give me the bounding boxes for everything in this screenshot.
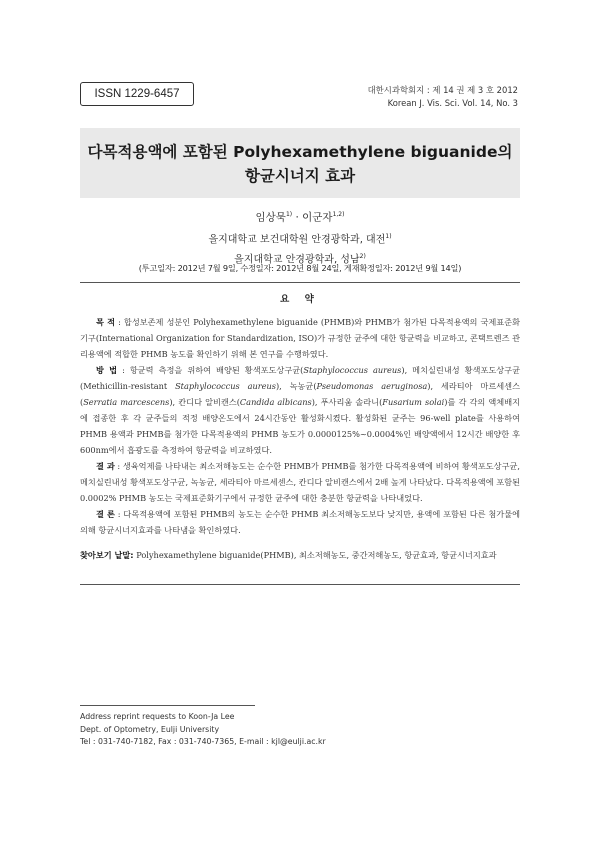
method-text: ), 푸사리움 솔라니( xyxy=(311,397,383,407)
author-1: 임상묵 xyxy=(255,211,286,224)
conclusion-text: : 다목적용액에 포함된 PHMB의 농도는 순수한 PHMB 최소저해농도보다 낮지만, 용액에 포함된 다른 첨가물에 의해 항균시너지효과를 나타냄을 확인하였다. xyxy=(80,509,521,535)
result-label: 결 과 xyxy=(96,461,115,471)
title-line-2: 항균시너지 효과 xyxy=(244,167,356,185)
method-text: ), 녹농균( xyxy=(275,381,317,391)
submission-dates: (투고일자: 2012년 7월 9일, 수정일자: 2012년 8월 24일, 게재확정일자: 2012년 9월 14일) xyxy=(138,263,462,273)
journal-english: Korean J. Vis. Sci. Vol. 14, No. 3 xyxy=(387,98,518,108)
purpose-label: 목 적 xyxy=(96,317,116,327)
affiliation-1-mark: 1) xyxy=(385,232,392,240)
title-line-1: 다목적용액에 포함된 Polyhexamethylene biguanide의 xyxy=(87,143,513,161)
method-text: ), 칸디다 알비캔스( xyxy=(169,397,240,407)
author-separator: · xyxy=(292,211,303,224)
footnote-line-3: Tel : 031-740-7182, Fax : 031-740-7365, E-mail : kjl@eulji.ac.kr xyxy=(80,737,326,746)
purpose-text: : 합성보존제 성분인 Polyhexamethylene biguanide (PHMB)와 PHMB가 첨가된 다목적용액의 국제표준화기구(International Organization for Standardization, ISO)가 규정한 균주에 대한 항균력을 비교하고, 콘택트렌즈 관리용액에 적합한 PHMB 농도를 확인하기 위해 본 연구를 수행하였다. xyxy=(80,317,520,359)
abstract-conclusion xyxy=(80,506,520,538)
species-name: Candida albicans xyxy=(239,397,312,407)
abstract-bottom-rule xyxy=(80,584,520,585)
method-label: 방 법 xyxy=(96,365,118,375)
method-text: ), 세라티아 마르세센스( xyxy=(80,381,520,407)
abstract-purpose xyxy=(80,314,520,362)
conclusion-label: 결 론 xyxy=(96,509,115,519)
keywords-text: Polyhexamethylene biguanide(PHMB), 최소저해농도, 중간저해농도, 항균효과, 항균시너지효과 xyxy=(133,550,497,560)
issn-text: ISSN 1229-6457 xyxy=(94,88,180,100)
author-1-affiliation-mark: 1) xyxy=(285,211,293,218)
abstract-result xyxy=(80,458,520,506)
paper-title xyxy=(80,140,520,188)
keywords xyxy=(80,547,520,563)
footnote-line-2: Dept. of Optometry, Eulji University xyxy=(80,724,220,734)
abstract-heading: 요 약 xyxy=(280,294,320,305)
species-name: Pseudomonas aeruginosa xyxy=(316,381,428,391)
species-name: Serratia marcescens xyxy=(83,397,170,407)
species-name: Staphylococcus aureus xyxy=(175,381,276,391)
abstract-body xyxy=(80,314,520,538)
keywords-label: 찾아보기 낱말: xyxy=(80,550,134,560)
journal-korean: 대한시과학회지 : 제 14 권 제 3 호 2012 xyxy=(367,85,518,95)
journal-info xyxy=(368,84,518,110)
affiliation-1-text: 을지대학교 보건대학원 안경광학과, 대전 xyxy=(208,233,386,245)
result-text: : 생육억제를 나타내는 최소저해농도는 순수한 PHMB가 PHMB를 첨가한 다목적용액에 비하여 황색포도상구균, 메치실린내성 황색포도상구균, 녹농균, 세라티아 마르세센스, 칸디다 알비캔스에서 2배 높게 나타났다. 다목적용액에 포함된 0.0002% PHMB 농도는 국제표준화기구에서 규정한 균주에 대한 충분한 항균력을 나타내었다. xyxy=(80,461,520,503)
affiliation-2-mark: 2) xyxy=(359,252,366,260)
method-text: : 항균력 측정을 위하여 배양된 황색포도상구균( xyxy=(117,365,304,375)
method-text: ), 메치실린내성 황색포도상구균(Methicillin-resistant xyxy=(80,365,521,391)
method-text: )를 각 각의 액체배지에 접종한 후 각 균주들의 적정 배양온도에서 24시간동안 활성화시켰다. 활성화된 균주는 96-well plate를 사용하여 PHMB 용액과 PHMB를 첨가한 다목적용액의 PHMB 농도가 0.0000125%~0.0004%인 배양액에서 12시간 배양한 후 600nm에서 흡광도를 측정하여 항균력을 비교하였다. xyxy=(80,397,521,455)
correspondence-footnote xyxy=(80,711,326,749)
species-name: Staphylococcus aureus xyxy=(303,365,402,375)
author-2-affiliation-mark: 1,2) xyxy=(332,211,345,218)
affiliation-1 xyxy=(0,228,600,248)
author-block xyxy=(0,206,600,268)
author-2: 이군자 xyxy=(302,211,333,224)
footnote-line-1: Address reprint requests to Koon-Ja Lee xyxy=(80,712,235,721)
abstract-method xyxy=(80,362,520,458)
author-names xyxy=(0,206,600,227)
abstract-top-rule xyxy=(80,282,520,283)
affiliation-2-text: 을지대학교 안경광학과, 성남 xyxy=(234,254,360,266)
issn-box xyxy=(80,82,194,106)
footnote-rule xyxy=(80,705,255,706)
species-name: Fusarium solai xyxy=(382,397,445,407)
